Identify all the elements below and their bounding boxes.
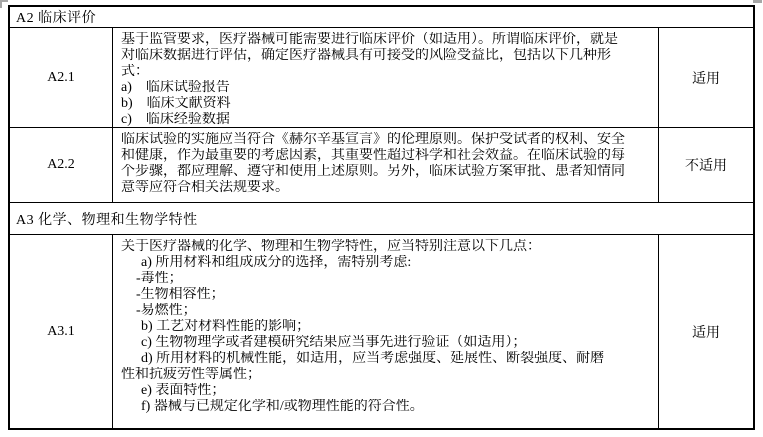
- item-code-cell: A2.1: [47, 69, 75, 85]
- requirement-line: e) 表面特性；: [141, 383, 226, 398]
- applicability-cell: 不适用: [685, 159, 727, 174]
- requirement-line: -毒性；: [136, 271, 183, 286]
- applicability-cell: 适用: [692, 71, 720, 87]
- item-row: [10, 27, 753, 127]
- item-code-cell: A3.1: [47, 323, 75, 339]
- requirement-line: 式：: [121, 64, 149, 79]
- requirement-line: a) 所用材料和组成成分的选择，需特别考虑:: [141, 255, 412, 270]
- requirement-line: 个步骤，都应理解、遵守和使用上述原则。另外，临床试验方案审批、患者知情同: [121, 164, 625, 179]
- requirement-line: 基于监管要求，医疗器械可能需要进行临床评价（如适用）。所谓临床评价，就是: [121, 32, 618, 47]
- requirement-line: 临床试验的实施应当符合《赫尔辛基宣言》的伦理原则。保护受试者的权利、安全: [121, 132, 625, 147]
- table-handle-artifact-right: [753, 0, 762, 3]
- requirement-line: 和健康，作为最重要的考虑因素，其重要性超过科学和社会效益。在临床试验的每: [121, 148, 625, 163]
- section-header-row: [10, 7, 753, 27]
- section-title: A2 临床评价: [16, 11, 97, 26]
- requirement-line: b) 工艺对材料性能的影响；: [141, 319, 311, 334]
- requirement-line: a) 临床试验报告: [121, 80, 230, 95]
- applicability-cell: 适用: [692, 325, 720, 341]
- item-code-cell: A2.2: [47, 157, 75, 172]
- requirement-line: 意等应符合相关法规要求。: [121, 180, 289, 195]
- section-header-row: [10, 202, 753, 234]
- requirement-line: d) 所用材料的机械性能，如适用，应当考虑强度、延展性、断裂强度、耐磨: [141, 351, 605, 366]
- requirement-line: c) 临床经验数据: [121, 112, 230, 127]
- requirement-line: -生物相容性；: [136, 287, 225, 302]
- item-row: [10, 234, 753, 428]
- requirement-cell: [112, 235, 659, 428]
- table-handle-artifact-left: [0, 0, 8, 8]
- requirement-line: 关于医疗器械的化学、物理和生物学特性，应当特别注意以下几点：: [121, 239, 541, 254]
- section-title: A3 化学、物理和生物学特性: [16, 212, 198, 228]
- requirement-cell: [112, 128, 659, 202]
- requirement-cell: [112, 28, 659, 127]
- requirement-line: b) 临床文献资料: [121, 96, 231, 111]
- requirement-line: -易燃性；: [136, 303, 197, 318]
- requirement-line: 性和抗疲劳性等属性；: [121, 367, 261, 382]
- requirement-line: f) 器械与已规定化学和/或物理性能的符合性。: [141, 399, 424, 414]
- requirement-line: 对临床数据进行评估，确定医疗器械具有可接受的风险受益比，包括以下几种形: [121, 48, 611, 63]
- assessment-table: [8, 5, 755, 430]
- requirement-line: c) 生物物理学或者建模研究结果应当事先进行验证（如适用）；: [141, 335, 527, 350]
- item-row: [10, 127, 753, 202]
